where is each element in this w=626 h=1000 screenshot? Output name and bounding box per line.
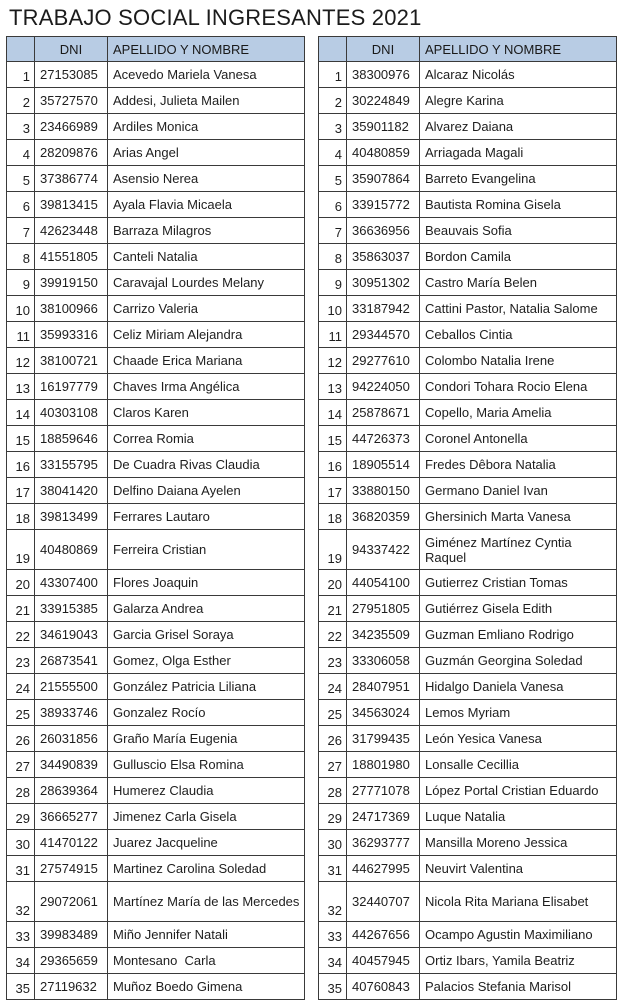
dni-cell: 25878671: [347, 400, 420, 426]
row-number-cell: 23: [319, 648, 347, 674]
table-row: [7, 700, 305, 726]
dni-cell: 33880150: [347, 478, 420, 504]
name-cell: Gutiérrez Gisela Edith: [420, 596, 617, 622]
row-number-cell: 33: [319, 922, 347, 948]
tables-container: [6, 36, 618, 1000]
table-row: [319, 348, 617, 374]
header-row: [319, 37, 617, 62]
row-number-cell: 19: [7, 530, 35, 570]
table-row: [7, 348, 305, 374]
row-number-cell: 9: [7, 270, 35, 296]
dni-cell: 36665277: [35, 804, 108, 830]
row-number-cell: 23: [7, 648, 35, 674]
table-row: [319, 830, 617, 856]
dni-cell: 39813499: [35, 504, 108, 530]
name-cell: Miño Jennifer Natali: [108, 922, 305, 948]
table-row: [7, 62, 305, 88]
dni-cell: 28407951: [347, 674, 420, 700]
table-row: [7, 218, 305, 244]
dni-cell: 44267656: [347, 922, 420, 948]
name-cell: Caravajal Lourdes Melany: [108, 270, 305, 296]
dni-cell: 35727570: [35, 88, 108, 114]
name-cell: Graño María Eugenia: [108, 726, 305, 752]
dni-cell: 33306058: [347, 648, 420, 674]
table-row: [319, 974, 617, 1000]
row-number-cell: 33: [7, 922, 35, 948]
table-row: [319, 426, 617, 452]
row-number-cell: 15: [319, 426, 347, 452]
name-cell: Ferrares Lautaro: [108, 504, 305, 530]
name-cell: Coronel Antonella: [420, 426, 617, 452]
name-cell: Lonsalle Cecillia: [420, 752, 617, 778]
dni-cell: 44726373: [347, 426, 420, 452]
dni-cell: 38933746: [35, 700, 108, 726]
row-number-cell: 35: [7, 974, 35, 1000]
page-title: TRABAJO SOCIAL INGRESANTES 2021: [9, 5, 422, 30]
name-cell: Bautista Romina Gisela: [420, 192, 617, 218]
table-row: [319, 244, 617, 270]
dni-cell: 27574915: [35, 856, 108, 882]
name-cell: Galarza Andrea: [108, 596, 305, 622]
name-cell: Beauvais Sofia: [420, 218, 617, 244]
row-number-cell: 31: [7, 856, 35, 882]
row-number-cell: 5: [319, 166, 347, 192]
dni-cell: 27119632: [35, 974, 108, 1000]
dni-header: DNI: [347, 37, 420, 62]
dni-cell: 32440707: [347, 882, 420, 922]
dni-cell: 40303108: [35, 400, 108, 426]
row-number-cell: 5: [7, 166, 35, 192]
dni-cell: 30224849: [347, 88, 420, 114]
name-cell: Gomez, Olga Esther: [108, 648, 305, 674]
table-row: [7, 166, 305, 192]
dni-cell: 37386774: [35, 166, 108, 192]
name-cell: Montesano Carla: [108, 948, 305, 974]
table-row: [7, 114, 305, 140]
name-cell: Palacios Stefania Marisol: [420, 974, 617, 1000]
ingresantes-table-right: [318, 36, 617, 1000]
dni-cell: 36636956: [347, 218, 420, 244]
dni-cell: 18801980: [347, 752, 420, 778]
row-number-cell: 27: [319, 752, 347, 778]
name-cell: Acevedo Mariela Vanesa: [108, 62, 305, 88]
row-number-cell: 28: [7, 778, 35, 804]
table-row: [319, 752, 617, 778]
row-number-cell: 4: [319, 140, 347, 166]
name-cell: Claros Karen: [108, 400, 305, 426]
dni-cell: 21555500: [35, 674, 108, 700]
row-number-cell: 6: [319, 192, 347, 218]
row-number-cell: 16: [7, 452, 35, 478]
dni-cell: 94337422: [347, 530, 420, 570]
name-cell: González Patricia Liliana: [108, 674, 305, 700]
name-cell: Luque Natalia: [420, 804, 617, 830]
dni-cell: 42623448: [35, 218, 108, 244]
name-cell: Neuvirt Valentina: [420, 856, 617, 882]
row-number-cell: 25: [319, 700, 347, 726]
name-cell: Arriagada Magali: [420, 140, 617, 166]
name-cell: Alegre Karina: [420, 88, 617, 114]
name-cell: Nicola Rita Mariana Elisabet: [420, 882, 617, 922]
row-number-cell: 15: [7, 426, 35, 452]
name-cell: Mansilla Moreno Jessica: [420, 830, 617, 856]
dni-cell: 16197779: [35, 374, 108, 400]
table-row: [7, 922, 305, 948]
row-number-cell: 20: [7, 570, 35, 596]
row-number-header: [319, 37, 347, 62]
table-row: [319, 88, 617, 114]
name-cell: Hidalgo Daniela Vanesa: [420, 674, 617, 700]
table-row: [319, 948, 617, 974]
table-row: [7, 622, 305, 648]
table-row: [319, 192, 617, 218]
dni-cell: 27153085: [35, 62, 108, 88]
dni-cell: 40457945: [347, 948, 420, 974]
row-number-header: [7, 37, 35, 62]
table-row: [319, 596, 617, 622]
name-cell: Alvarez Daiana: [420, 114, 617, 140]
row-number-cell: 34: [319, 948, 347, 974]
name-cell: Muñoz Boedo Gimena: [108, 974, 305, 1000]
dni-cell: 33915772: [347, 192, 420, 218]
row-number-cell: 13: [7, 374, 35, 400]
name-cell: Ceballos Cintia: [420, 322, 617, 348]
name-cell: Guzman Emliano Rodrigo: [420, 622, 617, 648]
name-cell: Copello, Maria Amelia: [420, 400, 617, 426]
row-number-cell: 2: [7, 88, 35, 114]
name-cell: Canteli Natalia: [108, 244, 305, 270]
row-number-cell: 21: [319, 596, 347, 622]
dni-cell: 34235509: [347, 622, 420, 648]
name-cell: Garcia Grisel Soraya: [108, 622, 305, 648]
dni-cell: 38100966: [35, 296, 108, 322]
table-row: [7, 452, 305, 478]
name-cell: Giménez Martínez Cyntia Raquel: [420, 530, 617, 570]
dni-cell: 38300976: [347, 62, 420, 88]
table-row: [7, 778, 305, 804]
row-number-cell: 9: [319, 270, 347, 296]
name-header: APELLIDO Y NOMBRE: [108, 37, 305, 62]
row-number-cell: 32: [7, 882, 35, 922]
row-number-cell: 8: [319, 244, 347, 270]
dni-cell: 44627995: [347, 856, 420, 882]
name-cell: Gonzalez Rocío: [108, 700, 305, 726]
table-row: [319, 140, 617, 166]
name-cell: López Portal Cristian Eduardo: [420, 778, 617, 804]
table-row: [7, 648, 305, 674]
name-cell: Correa Romia: [108, 426, 305, 452]
row-number-cell: 1: [7, 62, 35, 88]
name-cell: Ocampo Agustin Maximiliano: [420, 922, 617, 948]
dni-cell: 27771078: [347, 778, 420, 804]
table-row: [319, 648, 617, 674]
table-row: [319, 62, 617, 88]
dni-cell: 31799435: [347, 726, 420, 752]
dni-cell: 28209876: [35, 140, 108, 166]
dni-cell: 27951805: [347, 596, 420, 622]
table-row: [319, 700, 617, 726]
table-row: [319, 374, 617, 400]
table-row: [319, 452, 617, 478]
table-row: [319, 882, 617, 922]
dni-cell: 35907864: [347, 166, 420, 192]
name-cell: Colombo Natalia Irene: [420, 348, 617, 374]
row-number-cell: 3: [319, 114, 347, 140]
dni-cell: 29072061: [35, 882, 108, 922]
row-number-cell: 24: [319, 674, 347, 700]
dni-cell: 41470122: [35, 830, 108, 856]
name-cell: Alcaraz Nicolás: [420, 62, 617, 88]
table-row: [319, 804, 617, 830]
name-cell: Barreto Evangelina: [420, 166, 617, 192]
dni-cell: 94224050: [347, 374, 420, 400]
table-row: [319, 922, 617, 948]
row-number-cell: 12: [319, 348, 347, 374]
dni-cell: 39983489: [35, 922, 108, 948]
dni-cell: 36820359: [347, 504, 420, 530]
table-row: [7, 400, 305, 426]
table-row: [7, 882, 305, 922]
row-number-cell: 4: [7, 140, 35, 166]
table-row: [319, 218, 617, 244]
table-row: [319, 478, 617, 504]
table-row: [7, 530, 305, 570]
row-number-cell: 30: [7, 830, 35, 856]
name-header: APELLIDO Y NOMBRE: [420, 37, 617, 62]
name-cell: Barraza Milagros: [108, 218, 305, 244]
dni-cell: 24717369: [347, 804, 420, 830]
dni-cell: 23466989: [35, 114, 108, 140]
table-row: [319, 400, 617, 426]
name-cell: Ardiles Monica: [108, 114, 305, 140]
name-cell: Ghersinich Marta Vanesa: [420, 504, 617, 530]
name-cell: Addesi, Julieta Mailen: [108, 88, 305, 114]
row-number-cell: 11: [319, 322, 347, 348]
name-cell: León Yesica Vanesa: [420, 726, 617, 752]
table-row: [7, 88, 305, 114]
row-number-cell: 14: [319, 400, 347, 426]
ingresantes-table-left: [6, 36, 305, 1000]
name-cell: Flores Joaquin: [108, 570, 305, 596]
table-row: [7, 192, 305, 218]
name-cell: Ayala Flavia Micaela: [108, 192, 305, 218]
dni-cell: 18859646: [35, 426, 108, 452]
table-row: [7, 674, 305, 700]
dni-cell: 29344570: [347, 322, 420, 348]
row-number-cell: 27: [7, 752, 35, 778]
row-number-cell: 17: [7, 478, 35, 504]
row-number-cell: 10: [7, 296, 35, 322]
header-row: [7, 37, 305, 62]
row-number-cell: 26: [7, 726, 35, 752]
name-cell: Castro María Belen: [420, 270, 617, 296]
table-row: [319, 778, 617, 804]
name-cell: Lemos Myriam: [420, 700, 617, 726]
dni-cell: 34563024: [347, 700, 420, 726]
table-row: [7, 570, 305, 596]
row-number-cell: 34: [7, 948, 35, 974]
dni-cell: 33155795: [35, 452, 108, 478]
table-row: [7, 374, 305, 400]
dni-cell: 40480869: [35, 530, 108, 570]
dni-cell: 35863037: [347, 244, 420, 270]
table-row: [7, 830, 305, 856]
table-row: [319, 674, 617, 700]
name-cell: Carrizo Valeria: [108, 296, 305, 322]
dni-cell: 35901182: [347, 114, 420, 140]
row-number-cell: 7: [319, 218, 347, 244]
dni-cell: 29365659: [35, 948, 108, 974]
row-number-cell: 12: [7, 348, 35, 374]
row-number-cell: 29: [7, 804, 35, 830]
name-cell: Martinez Carolina Soledad: [108, 856, 305, 882]
dni-cell: 30951302: [347, 270, 420, 296]
dni-cell: 34490839: [35, 752, 108, 778]
row-number-cell: 25: [7, 700, 35, 726]
dni-cell: 40480859: [347, 140, 420, 166]
table-row: [319, 322, 617, 348]
name-cell: Guzmán Georgina Soledad: [420, 648, 617, 674]
table-row: [7, 426, 305, 452]
row-number-cell: 31: [319, 856, 347, 882]
row-number-cell: 17: [319, 478, 347, 504]
table-row: [319, 504, 617, 530]
row-number-cell: 21: [7, 596, 35, 622]
row-number-cell: 35: [319, 974, 347, 1000]
name-cell: Jimenez Carla Gisela: [108, 804, 305, 830]
dni-cell: 43307400: [35, 570, 108, 596]
table-row: [7, 478, 305, 504]
dni-cell: 26873541: [35, 648, 108, 674]
table-row: [319, 296, 617, 322]
name-cell: Gulluscio Elsa Romina: [108, 752, 305, 778]
row-number-cell: 22: [319, 622, 347, 648]
name-cell: Condori Tohara Rocio Elena: [420, 374, 617, 400]
dni-cell: 28639364: [35, 778, 108, 804]
table-row: [319, 114, 617, 140]
dni-cell: 29277610: [347, 348, 420, 374]
name-cell: Arias Angel: [108, 140, 305, 166]
row-number-cell: 18: [319, 504, 347, 530]
dni-cell: 26031856: [35, 726, 108, 752]
row-number-cell: 19: [319, 530, 347, 570]
name-cell: Martínez María de las Mercedes: [108, 882, 305, 922]
name-cell: Chaves Irma Angélica: [108, 374, 305, 400]
name-cell: Bordon Camila: [420, 244, 617, 270]
dni-cell: 34619043: [35, 622, 108, 648]
row-number-cell: 18: [7, 504, 35, 530]
table-row: [7, 948, 305, 974]
row-number-cell: 16: [319, 452, 347, 478]
name-cell: Gutierrez Cristian Tomas: [420, 570, 617, 596]
row-number-cell: 13: [319, 374, 347, 400]
dni-cell: 41551805: [35, 244, 108, 270]
dni-cell: 33915385: [35, 596, 108, 622]
dni-cell: 39813415: [35, 192, 108, 218]
table-row: [7, 804, 305, 830]
table-row: [7, 296, 305, 322]
name-cell: De Cuadra Rivas Claudia: [108, 452, 305, 478]
name-cell: Celiz Miriam Alejandra: [108, 322, 305, 348]
row-number-cell: 20: [319, 570, 347, 596]
row-number-cell: 22: [7, 622, 35, 648]
table-row: [319, 530, 617, 570]
dni-cell: 33187942: [347, 296, 420, 322]
row-number-cell: 30: [319, 830, 347, 856]
table-row: [7, 752, 305, 778]
table-row: [7, 244, 305, 270]
name-cell: Germano Daniel Ivan: [420, 478, 617, 504]
name-cell: Juarez Jacqueline: [108, 830, 305, 856]
table-row: [7, 856, 305, 882]
row-number-cell: 10: [319, 296, 347, 322]
table-row: [319, 726, 617, 752]
table-row: [7, 322, 305, 348]
row-number-cell: 7: [7, 218, 35, 244]
table-row: [319, 622, 617, 648]
dni-cell: 38100721: [35, 348, 108, 374]
row-number-cell: 28: [319, 778, 347, 804]
table-row: [319, 856, 617, 882]
dni-cell: 36293777: [347, 830, 420, 856]
row-number-cell: 32: [319, 882, 347, 922]
row-number-cell: 26: [319, 726, 347, 752]
name-cell: Delfino Daiana Ayelen: [108, 478, 305, 504]
table-row: [7, 504, 305, 530]
dni-cell: 44054100: [347, 570, 420, 596]
row-number-cell: 1: [319, 62, 347, 88]
row-number-cell: 6: [7, 192, 35, 218]
name-cell: Asensio Nerea: [108, 166, 305, 192]
row-number-cell: 3: [7, 114, 35, 140]
table-row: [7, 596, 305, 622]
row-number-cell: 14: [7, 400, 35, 426]
name-cell: Cattini Pastor, Natalia Salome: [420, 296, 617, 322]
row-number-cell: 2: [319, 88, 347, 114]
table-row: [7, 270, 305, 296]
table-row: [7, 726, 305, 752]
row-number-cell: 29: [319, 804, 347, 830]
dni-cell: 40760843: [347, 974, 420, 1000]
row-number-cell: 8: [7, 244, 35, 270]
row-number-cell: 11: [7, 322, 35, 348]
name-cell: Fredes Dêbora Natalia: [420, 452, 617, 478]
dni-cell: 38041420: [35, 478, 108, 504]
row-number-cell: 24: [7, 674, 35, 700]
dni-header: DNI: [35, 37, 108, 62]
name-cell: Chaade Erica Mariana: [108, 348, 305, 374]
name-cell: Ortiz Ibars, Yamila Beatriz: [420, 948, 617, 974]
table-row: [319, 270, 617, 296]
dni-cell: 35993316: [35, 322, 108, 348]
table-row: [7, 974, 305, 1000]
dni-cell: 18905514: [347, 452, 420, 478]
name-cell: Humerez Claudia: [108, 778, 305, 804]
dni-cell: 39919150: [35, 270, 108, 296]
name-cell: Ferreira Cristian: [108, 530, 305, 570]
table-row: [7, 140, 305, 166]
table-row: [319, 570, 617, 596]
table-row: [319, 166, 617, 192]
